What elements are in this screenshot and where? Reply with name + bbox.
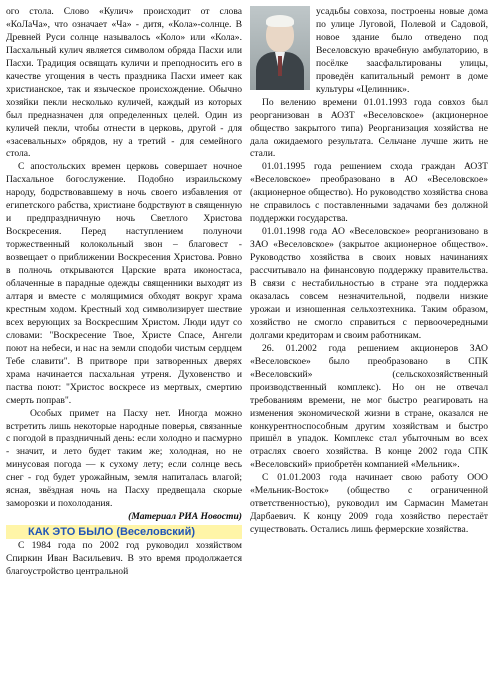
- article-paragraph: С 1984 года по 2002 год руководил хозяйством Спиркин Иван Васильевич. В это время продолжается благоустройство центральной: [6, 540, 242, 578]
- article-paragraph: Особых примет на Пасху нет. Иногда можно встретить лишь некоторые народные поверья, связанные с погодой в праздничный день: если холодно и пасмурно - значит, и лето будет таким же; холодная, но не минусовая погода — к сухому лету; если солнце весь снег - год будет урожайным, земля напиталась влагой; ясная, звёздная ночь на Пасху предвещала скорые заморозки и похолодания.: [6, 407, 242, 510]
- article-paragraph: ого стола. Слово «Кулич» происходит от слова «КоЛаЧа», что означает «Ча» - дитя, «Кола»-солнце. В Древней Руси солнце называлось «Коло» или «Кола». Пасхальный кулич является символом обряда Пасхи или Пасхи. Традиция освящать куличи и преподносить его в качестве угощения в честь праздника Пасхи имеет как христианское, так и языческое происхождение. Обычно хозяйки пекли несколько куличей, каждый из которых был предназначен для определенных целей. Один из куличей пекли, чтобы отнести в церковь, другой - для «засевальных» обрядов, ну а третий - для семейного стола.: [6, 6, 242, 160]
- article-paragraph: 01.01.1998 года АО «Веселовское» реорганизовано в ЗАО «Веселовское» (закрытое акционерное общество». Руководство хозяйства в своих новых начинаниях рассчитывало на финансовую поддержку правительства. В связи с нестабильностью в стране эта поддержка оказалась совсем незначительной, подвели низкие урожаи и изношенная сельхозтехника. Таким образом, хозяйство не смогло справиться с первоочередными долгами кредиторам и своим работникам.: [250, 226, 488, 341]
- article-paragraph: С апостольских времен церковь совершает ночное Пасхальное богослужение. Подобно израильскому народу, бодрствовавшему в ночь своего избавления от египетского рабства, христиане бодрствуют в священную и предпраздничную ночь Светлого Христова Воскресения. Перед наступлением полуночи торжественный колокольный звон – благовест - возвещает о приближении Воскресения Христова. Ровно в полночь открываются Царские врата иконостаса, облаченные в парадные одежды священники выходят из алтаря и вместе с молящимися обходят вокруг храма крестным ходом. Крестный ход символизирует шествие всех верующих за Воскресшим Христом. Люди идут со словами: "Воскресение Твое, Христе Спасе, Ангели поют на небеси, и нас на земли сподоби чистым сердцем Тебе славити". В притворе при затворенных дверях храма начинается пасхальная утреня. Духовенство и паства поют: "Христос воскресе из мертвых, смертию смерть поправ".: [6, 161, 242, 406]
- photo-block: [250, 6, 488, 97]
- article-paragraph: С 01.01.2003 года начинает свою работу ООО «Мельник-Восток» (общество с ограниченной ответственностью), руководил им Сармасин Маметан Дарбаевич. К концу 2009 года хозяйство перестаёт существовать. Остались лишь фермерские хозяйства.: [250, 472, 488, 536]
- article-paragraph: 01.01.1995 года решением схода граждан АОЗТ «Веселовское» преобразовано в АО «Веселовское» (акционерное общество). Но руководство хозяйства снова не справилось с поставленными задачами без должной поддержки государства.: [250, 161, 488, 225]
- portrait-photo: [250, 6, 310, 90]
- left-column: [6, 6, 242, 579]
- source-credit: (Материал РИА Новости): [128, 511, 242, 523]
- right-column: [250, 6, 488, 537]
- article-paragraph: усадьбы совхоза, построены новые дома по улице Луговой, Полевой и Садовой, новое здание было отведено под Веселовскую врачебную амбулаторию, в посёлке заасфальтированы улицы, проведён капитальный ремонт в доме культуры «Целинник».: [316, 6, 488, 95]
- article-paragraph: По велению времени 01.01.1993 года совхоз был реорганизован в АОЗТ «Веселовское» (акционерное общество закрытого типа) Реорганизация хозяйства не дала ожидаемого результата. Сельчане лучше жить не стали.: [250, 96, 488, 160]
- article-paragraph: 26. 01.2002 года решением акционеров ЗАО «Веселовское» было преобразовано в СПК «Веселовский» (сельскохозяйственный производственный комплекс). Но он не отвечал требованиям времени, не мог быстро реагировать на изменения экономической жизни в стране, оказался не конкурентноспособным другим хозяйствам и быстро пришёл в упадок. Комплекс стал убыточным во всех отраслях своего хозяйства. В конце 2002 года СПК «Веселовский» приобретён компанией «Мельник».: [250, 342, 488, 471]
- section-header: КАК ЭТО БЫЛО (Веселовский): [6, 525, 242, 539]
